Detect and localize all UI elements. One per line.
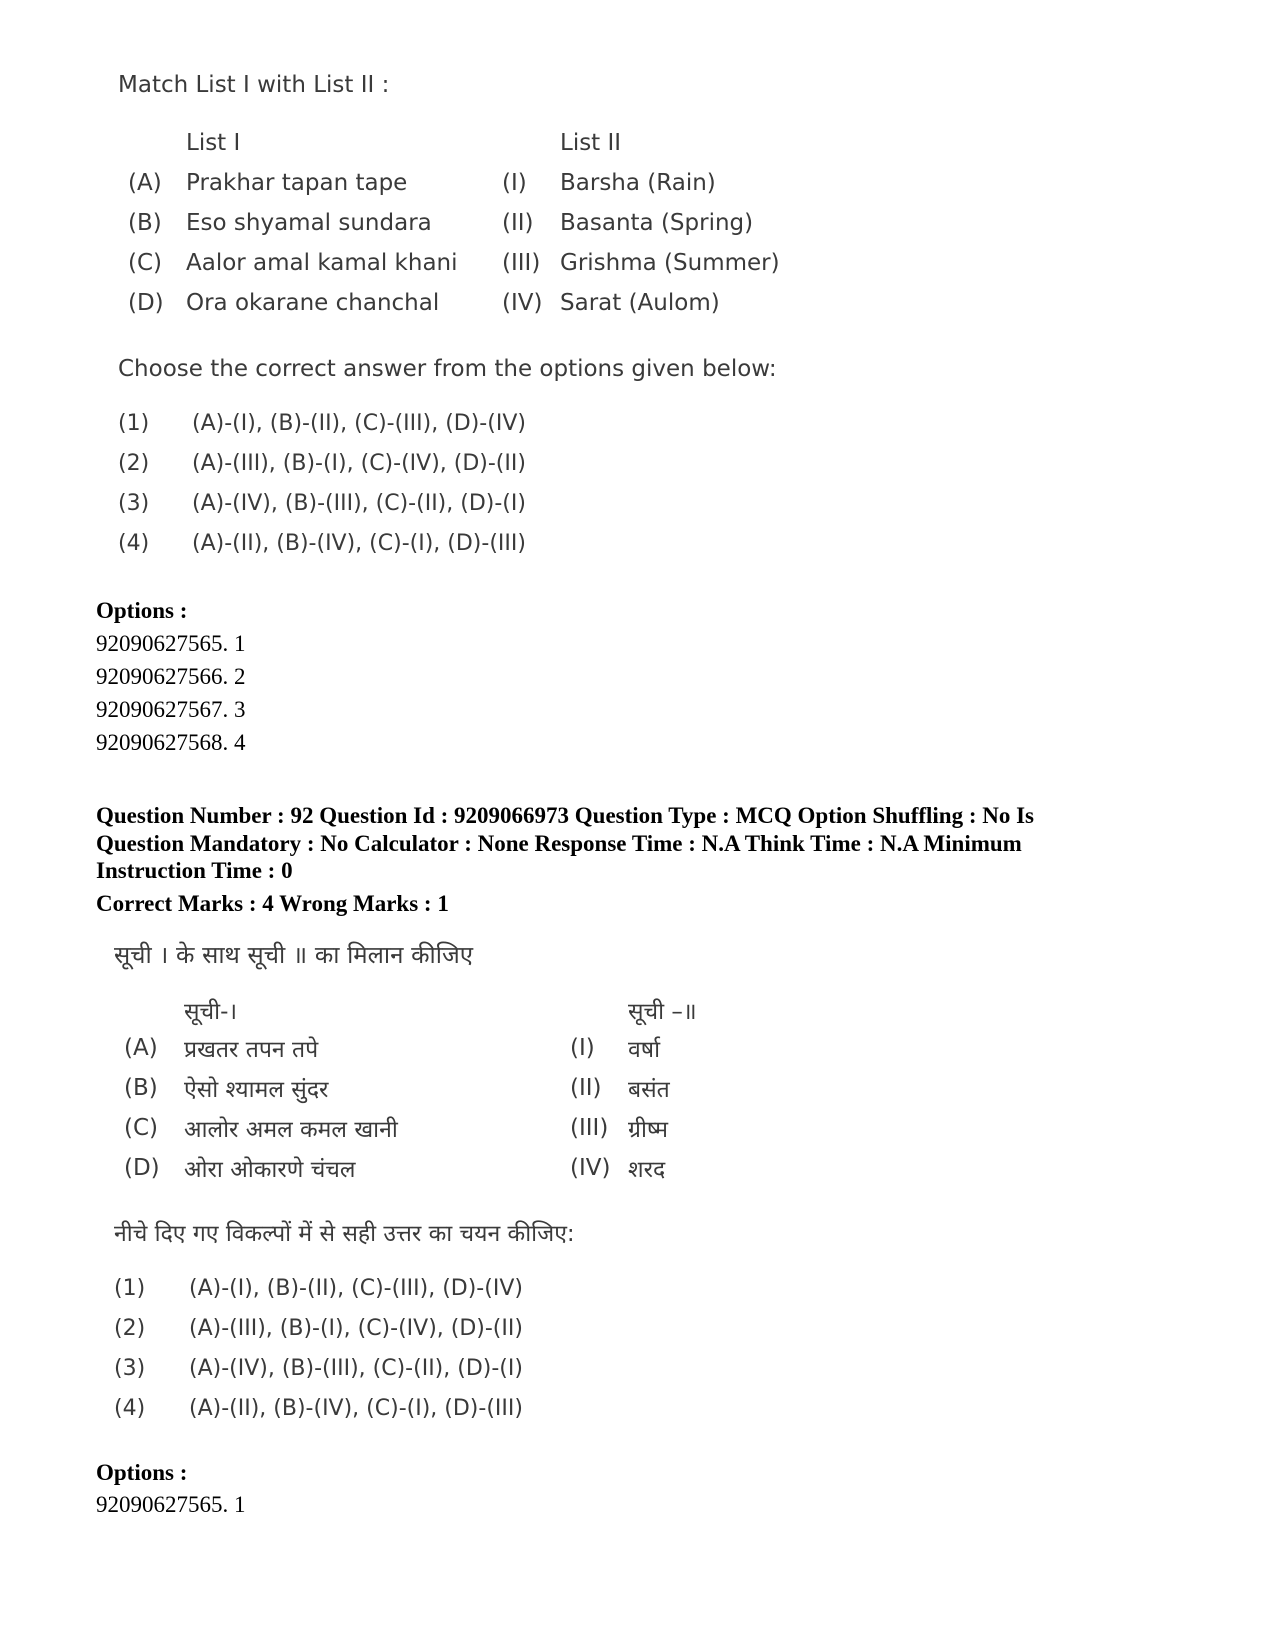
- option-item: 92090627565. 1: [96, 1492, 246, 1517]
- list-1-item: Prakhar tapan tape: [186, 170, 408, 196]
- option-item: 92090627565. 1: [96, 631, 246, 656]
- list-1-item: ऐसो श्यामल सुंदर: [184, 1077, 329, 1103]
- list-2-key: (III): [570, 1115, 609, 1141]
- list-1-item: Ora okarane chanchal: [186, 290, 440, 316]
- answer-text: (A)-(I), (B)-(II), (C)-(III), (D)-(IV): [192, 411, 526, 436]
- list-2-item: वर्षा: [628, 1037, 661, 1063]
- options-label: Options :: [96, 598, 188, 623]
- option-item: 92090627568. 4: [96, 730, 246, 755]
- list-2-title: सूची –॥: [628, 999, 697, 1025]
- answer-number: (2): [114, 1316, 146, 1341]
- answer-number: (4): [114, 1396, 146, 1421]
- list-1-key: (C): [124, 1115, 159, 1141]
- list-2-item: बसंत: [628, 1077, 670, 1103]
- answer-number: (1): [114, 1276, 146, 1301]
- option-item: 92090627566. 2: [96, 664, 246, 689]
- list-1-key: (A): [128, 170, 162, 196]
- list-2-title: List II: [560, 130, 622, 156]
- list-2-key: (IV): [502, 290, 543, 316]
- list-2-key: (IV): [570, 1155, 611, 1181]
- choose-instruction: Choose the correct answer from the options given below:: [118, 356, 777, 382]
- answer-number: (3): [114, 1356, 146, 1381]
- choose-instruction: नीचे दिए गए विकल्पों में से सही उत्तर का चयन कीजिए:: [114, 1221, 575, 1247]
- list-1-key: (D): [124, 1155, 160, 1181]
- option-item: 92090627567. 3: [96, 697, 246, 722]
- answer-text: (A)-(III), (B)-(I), (C)-(IV), (D)-(II): [192, 451, 526, 476]
- list-2-key: (II): [570, 1075, 602, 1101]
- list-1-key: (C): [128, 250, 163, 276]
- question-meta-line: Question Number : 92 Question Id : 9209066973 Question Type : MCQ Option Shuffling : No Is: [96, 803, 1035, 828]
- question-meta-line: Instruction Time : 0: [96, 858, 293, 883]
- answer-text: (A)-(II), (B)-(IV), (C)-(I), (D)-(III): [192, 531, 526, 556]
- answer-number: (3): [118, 491, 150, 516]
- answer-text: (A)-(I), (B)-(II), (C)-(III), (D)-(IV): [189, 1276, 523, 1301]
- list-1-item: Aalor amal kamal khani: [186, 250, 458, 276]
- list-1-item: Eso shyamal sundara: [186, 210, 432, 236]
- answer-text: (A)-(III), (B)-(I), (C)-(IV), (D)-(II): [189, 1316, 523, 1341]
- list-1-title: सूची-।: [184, 999, 238, 1025]
- list-2-item: Barsha (Rain): [560, 170, 716, 196]
- question-meta-line: Question Mandatory : No Calculator : None Response Time : N.A Think Time : N.A Minimum: [96, 831, 1022, 856]
- list-1-key: (B): [128, 210, 162, 236]
- list-1-key: (A): [124, 1035, 158, 1061]
- answer-text: (A)-(IV), (B)-(III), (C)-(II), (D)-(I): [189, 1356, 523, 1381]
- list-2-item: शरद: [628, 1157, 666, 1183]
- answer-number: (1): [118, 411, 150, 436]
- answer-number: (2): [118, 451, 150, 476]
- question-heading: Match List I with List II :: [118, 72, 390, 98]
- list-2-key: (I): [570, 1035, 595, 1061]
- list-2-item: Sarat (Aulom): [560, 290, 720, 316]
- answer-text: (A)-(II), (B)-(IV), (C)-(I), (D)-(III): [189, 1396, 523, 1421]
- list-1-key: (B): [124, 1075, 158, 1101]
- list-2-key: (I): [502, 170, 527, 196]
- list-2-item: ग्रीष्म: [628, 1117, 668, 1143]
- list-1-item: ओरा ओकारणे चंचल: [184, 1157, 356, 1183]
- list-2-item: Grishma (Summer): [560, 250, 780, 276]
- answer-number: (4): [118, 531, 150, 556]
- list-2-item: Basanta (Spring): [560, 210, 754, 236]
- list-1-key: (D): [128, 290, 164, 316]
- list-2-key: (III): [502, 250, 541, 276]
- list-2-key: (II): [502, 210, 534, 236]
- options-label: Options :: [96, 1460, 188, 1485]
- question-heading: सूची । के साथ सूची ॥ का मिलान कीजिए: [114, 941, 474, 969]
- list-1-item: प्रखतर तपन तपे: [184, 1037, 319, 1063]
- question-marks: Correct Marks : 4 Wrong Marks : 1: [96, 891, 449, 916]
- list-1-title: List I: [186, 130, 241, 156]
- answer-text: (A)-(IV), (B)-(III), (C)-(II), (D)-(I): [192, 491, 526, 516]
- list-1-item: आलोर अमल कमल खानी: [184, 1117, 398, 1143]
